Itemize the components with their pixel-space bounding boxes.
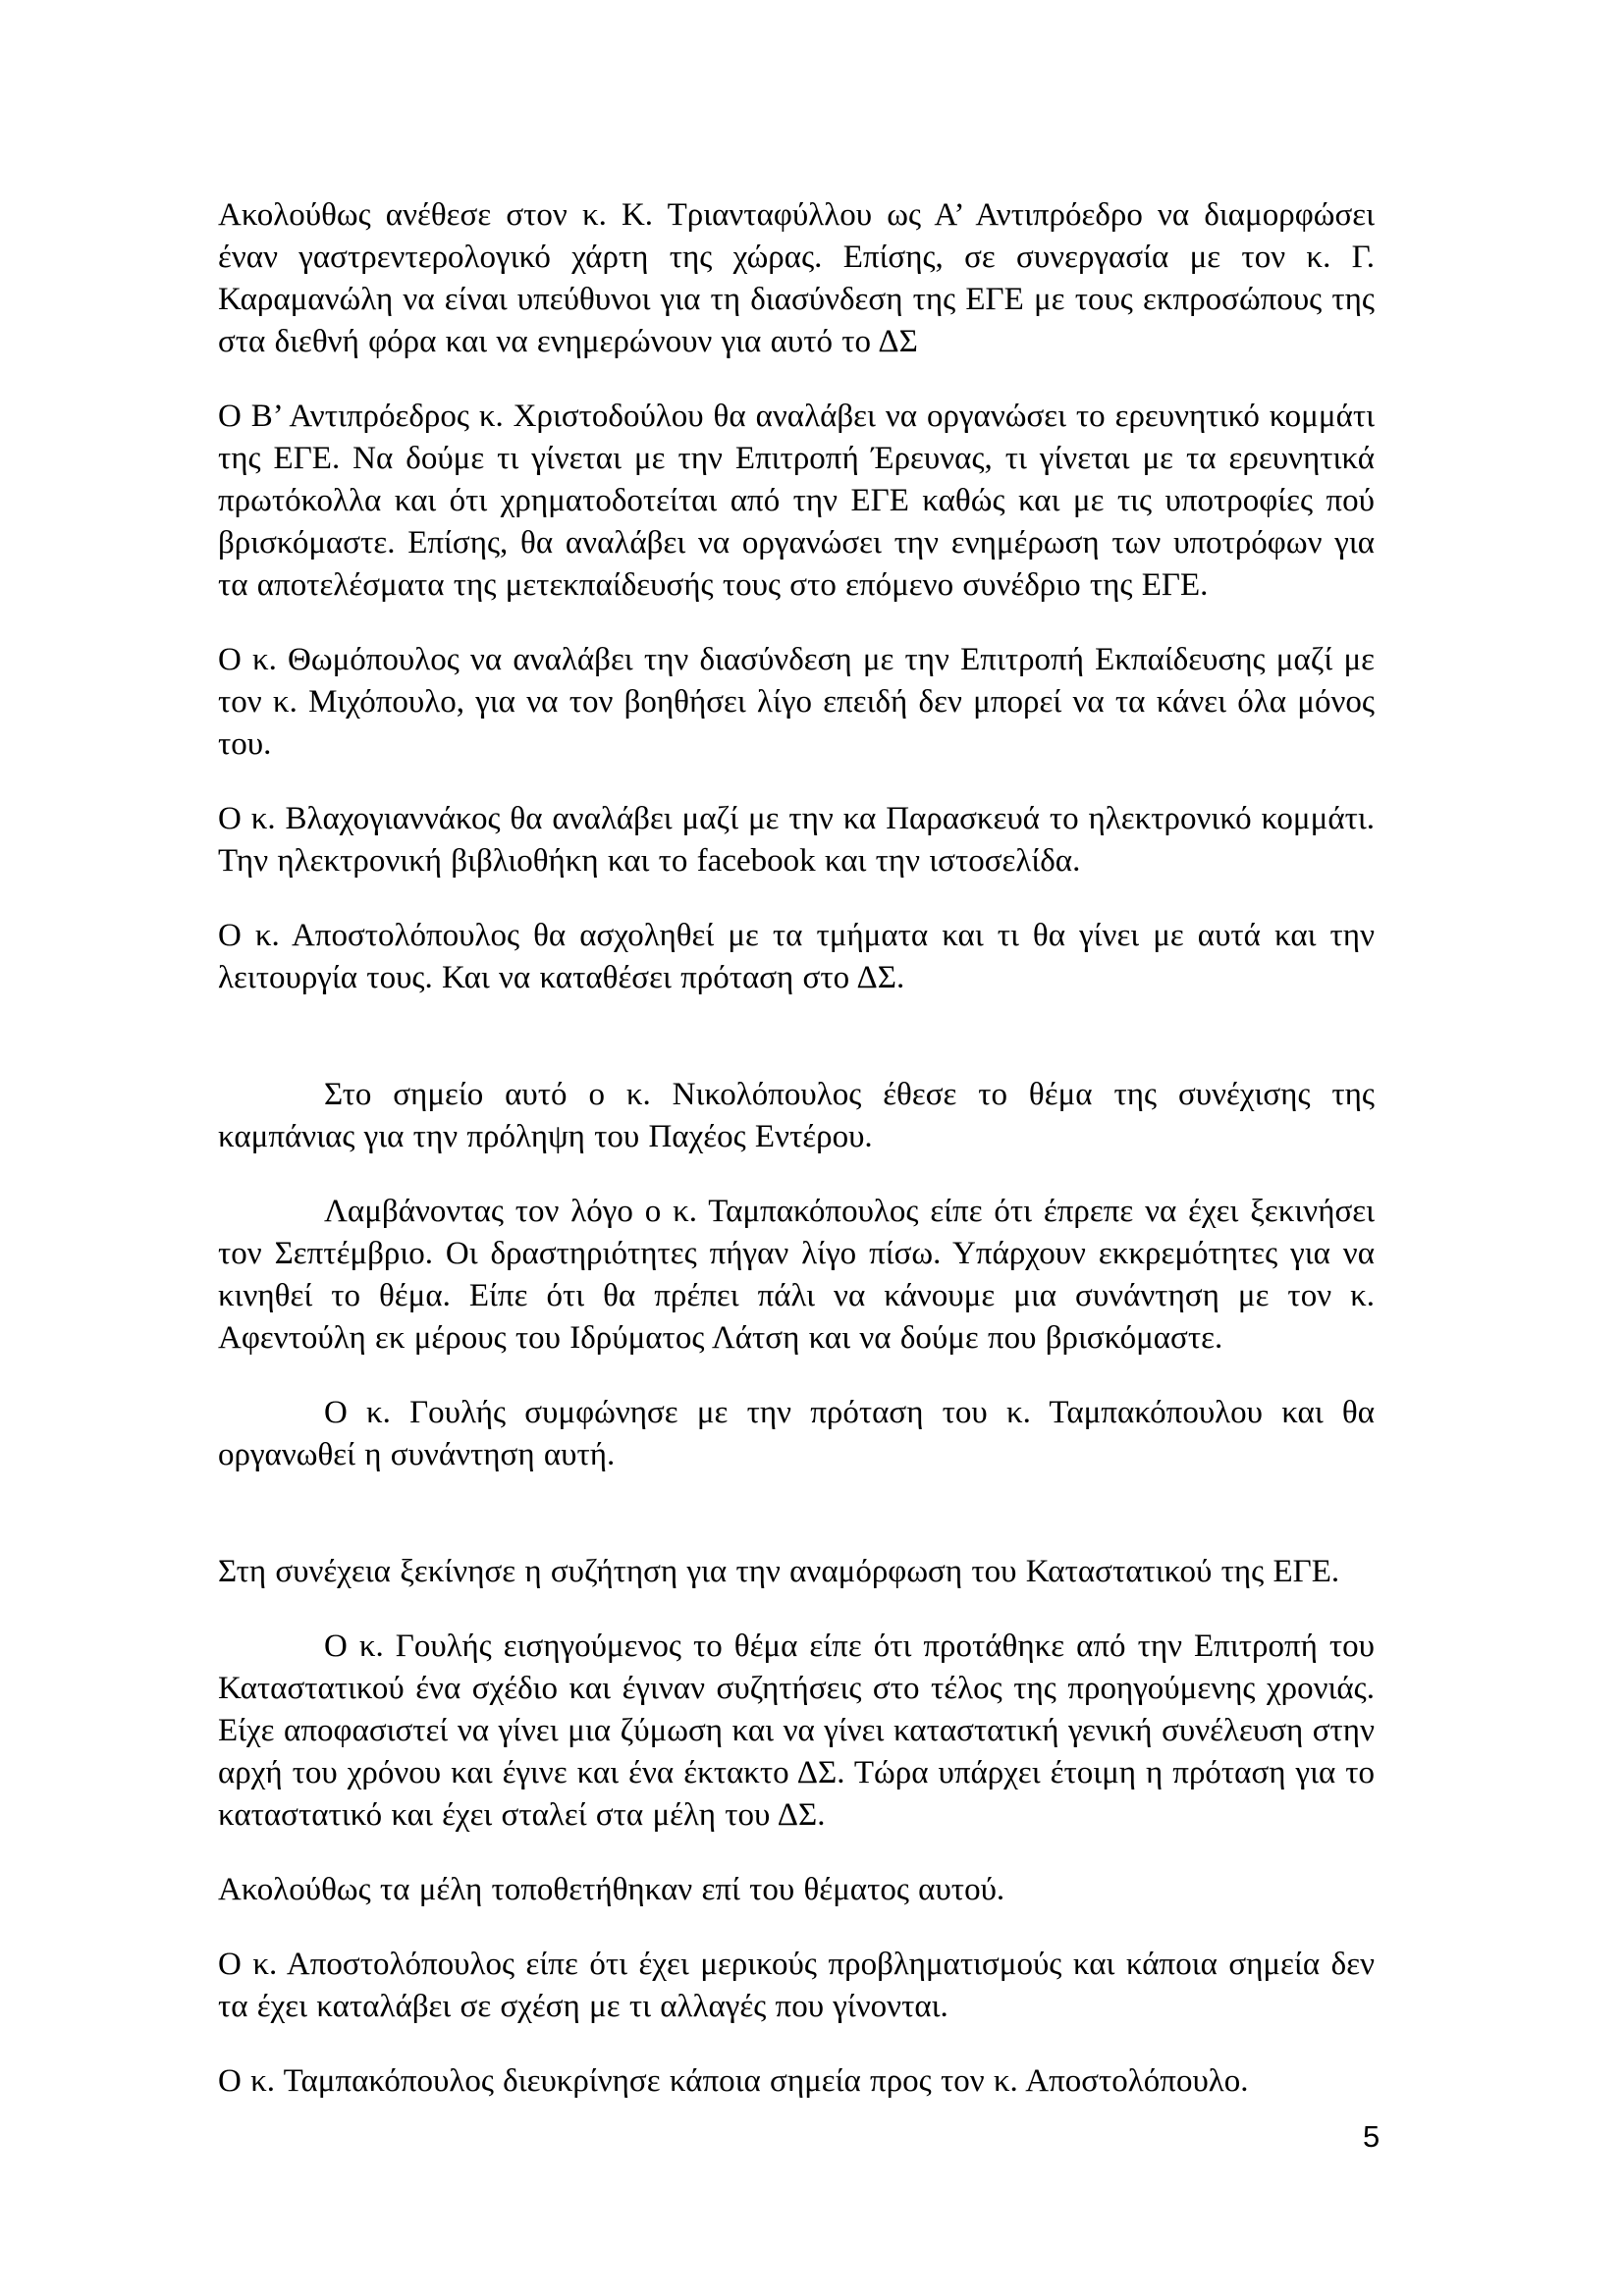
paragraph: Ο κ. Θωμόπουλος να αναλάβει την διασύνδεση με την Επιτροπή Εκπαίδευσης μαζί με τον κ. Μιχόπουλο, για να τον βοηθήσει λίγο επειδή δεν μπορεί να τα κάνει όλα μόνος του. xyxy=(218,642,1375,762)
document-body xyxy=(218,194,1375,2135)
paragraph: Ο κ. Γουλής συμφώνησε με την πρόταση του κ. Ταμπακόπουλου και θα οργανωθεί η συνάντηση αυτή. xyxy=(218,1395,1375,1472)
paragraph: Ο κ. Αποστολόπουλος θα ασχοληθεί με τα τμήματα και τι θα γίνει με αυτά και την λειτουργία τους. Και να καταθέσει πρόταση στο ΔΣ. xyxy=(218,918,1375,995)
paragraph: Ακολούθως τα μέλη τοποθετήθηκαν επί του θέματος αυτού. xyxy=(218,1872,1005,1907)
paragraph: Λαμβάνοντας τον λόγο ο κ. Ταμπακόπουλος είπε ότι έπρεπε να έχει ξεκινήσει τον Σεπτέμβριο. Οι δραστηριότητες πήγαν λίγο πίσω. Υπάρχουν εκκρεμότητες για να κινηθεί το θέμα. Είπε ότι θα πρέπει πάλι να κάνουμε μια συνάντηση με τον κ. Αφεντούλη εκ μέρους του Ιδρύματος Λάτση και να δούμε που βρισκόμαστε. xyxy=(218,1194,1375,1356)
paragraph: Στη συνέχεια ξεκίνησε η συζήτηση για την αναμόρφωση του Καταστατικού της ΕΓΕ. xyxy=(218,1554,1340,1589)
paragraph: Ο Β’ Αντιπρόεδρος κ. Χριστοδούλου θα αναλάβει να οργανώσει το ερευνητικό κομμάτι της ΕΓΕ. Να δούμε τι γίνεται με την Επιτροπή Έρευνας, τι γίνεται με τα ερευνητικά πρωτόκολλα και ότι χρηματοδοτείται από την ΕΓΕ καθώς και με τις υποτροφίες πού βρισκόμαστε. Επίσης, θα αναλάβει να οργανώσει την ενημέρωση των υποτρόφων για τα αποτελέσματα της μετεκπαίδευσής τους στο επόμενο συνέδριο της ΕΓΕ. xyxy=(218,399,1375,603)
paragraph: Στο σημείο αυτό ο κ. Νικολόπουλος έθεσε το θέμα της συνέχισης της καμπάνιας για την πρόληψη του Παχέος Εντέρου. xyxy=(218,1077,1375,1154)
paragraph: Ο κ. Γουλής εισηγούμενος το θέμα είπε ότι προτάθηκε από την Επιτροπή του Καταστατικού ένα σχέδιο και έγιναν συζητήσεις στο τέλος της προηγούμενης χρονιάς. Είχε αποφασιστεί να γίνει μια ζύμωση και να γίνει καταστατική γενική συνέλευση στην αρχή του χρόνου και έγινε και ένα έκτακτο ΔΣ. Τώρα υπάρχει έτοιμη η πρόταση για το καταστατικό και έχει σταλεί στα μέλη του ΔΣ. xyxy=(218,1629,1375,1833)
page-number: 5 xyxy=(1363,2119,1380,2154)
paragraph: Ο κ. Ταμπακόπουλος διευκρίνησε κάποια σημεία προς τον κ. Αποστολόπουλο. xyxy=(218,2063,1249,2099)
paragraph: Ο κ. Βλαχογιαννάκος θα αναλάβει μαζί με την κα Παρασκευά το ηλεκτρονικό κομμάτι. Την ηλεκτρονική βιβλιοθήκη και το facebook και την ιστοσελίδα. xyxy=(218,801,1375,879)
paragraph: Ακολούθως ανέθεσε στον κ. Κ. Τριανταφύλλου ως Α’ Αντιπρόεδρο να διαμορφώσει έναν γαστρεντερολογικό χάρτη της χώρας. Επίσης, σε συνεργασία με τον κ. Γ. Καραμανώλη να είναι υπεύθυνοι για τη διασύνδεση της ΕΓΕ με τους εκπροσώπους της στα διεθνή φόρα και να ενημερώνουν για αυτό το ΔΣ xyxy=(218,197,1375,359)
paragraph: Ο κ. Αποστολόπουλος είπε ότι έχει μερικούς προβληματισμούς και κάποια σημεία δεν τα έχει καταλάβει σε σχέση με τι αλλαγές που γίνονται. xyxy=(218,1947,1375,2024)
